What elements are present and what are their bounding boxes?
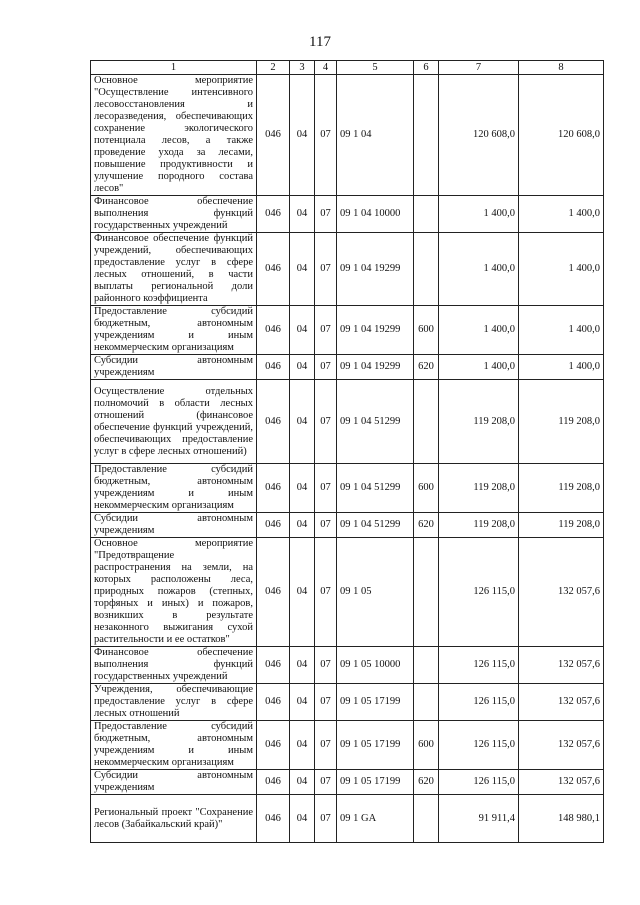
ministry-code-cell: 046 — [257, 795, 290, 843]
row-name-cell: Предоставление субсидий бюджетным, автономным учреждениям и иным некоммерческим организациям — [91, 306, 257, 355]
section-code-cell: 04 — [290, 75, 315, 196]
ministry-code-cell: 046 — [257, 513, 290, 538]
amount-year-2-cell: 1 400,0 — [519, 196, 604, 233]
subsection-code-cell: 07 — [315, 647, 337, 684]
row-name-cell: Финансовое обеспечение функций учреждений, обеспечивающих предоставление услуг в сфере лесных отношений, в части выплаты региональной доли районного коэффициента — [91, 233, 257, 306]
target-article-cell: 09 1 04 51299 — [337, 380, 414, 464]
amount-year-1-cell: 1 400,0 — [439, 233, 519, 306]
section-code-cell: 04 — [290, 795, 315, 843]
subsection-code-cell: 07 — [315, 233, 337, 306]
expense-type-cell — [414, 196, 439, 233]
section-code-cell: 04 — [290, 355, 315, 380]
amount-year-1-cell: 1 400,0 — [439, 196, 519, 233]
amount-year-2-cell: 132 057,6 — [519, 721, 604, 770]
amount-year-2-cell: 119 208,0 — [519, 513, 604, 538]
amount-year-2-cell: 1 400,0 — [519, 233, 604, 306]
subsection-code-cell: 07 — [315, 306, 337, 355]
expense-type-cell: 620 — [414, 513, 439, 538]
table-row — [91, 75, 604, 196]
subsection-code-cell: 07 — [315, 380, 337, 464]
target-article-cell: 09 1 05 17199 — [337, 684, 414, 721]
subsection-code-cell: 07 — [315, 538, 337, 647]
ministry-code-cell: 046 — [257, 721, 290, 770]
amount-year-2-cell: 148 980,1 — [519, 795, 604, 843]
amount-year-1-cell: 91 911,4 — [439, 795, 519, 843]
section-code-cell: 04 — [290, 538, 315, 647]
column-header: 8 — [519, 61, 604, 75]
target-article-cell: 09 1 04 51299 — [337, 464, 414, 513]
column-header: 4 — [315, 61, 337, 75]
expense-type-cell: 620 — [414, 770, 439, 795]
budget-table — [90, 60, 604, 843]
ministry-code-cell: 046 — [257, 647, 290, 684]
amount-year-2-cell: 119 208,0 — [519, 380, 604, 464]
row-name-cell: Субсидии автономным учреждениям — [91, 355, 257, 380]
table-row — [91, 196, 604, 233]
row-name-cell: Предоставление субсидий бюджетным, автономным учреждениям и иным некоммерческим организациям — [91, 721, 257, 770]
section-code-cell: 04 — [290, 380, 315, 464]
page-number: 117 — [309, 34, 331, 50]
section-code-cell: 04 — [290, 233, 315, 306]
expense-type-cell — [414, 380, 439, 464]
target-article-cell: 09 1 05 10000 — [337, 647, 414, 684]
amount-year-1-cell: 119 208,0 — [439, 380, 519, 464]
ministry-code-cell: 046 — [257, 380, 290, 464]
header-row — [91, 61, 604, 75]
table-row — [91, 464, 604, 513]
table-row — [91, 306, 604, 355]
row-name-cell: Основное мероприятие "Осуществление интенсивного лесовосстановления и лесоразведения, обеспечивающих сохранение экологического потенциала лесов, а также проведение ухода за лесами, повышение продуктивности и улучшение породного состава лесов" — [91, 75, 257, 196]
expense-type-cell: 620 — [414, 355, 439, 380]
table-row — [91, 355, 604, 380]
column-header: 3 — [290, 61, 315, 75]
expense-type-cell — [414, 647, 439, 684]
target-article-cell: 09 1 05 17199 — [337, 721, 414, 770]
subsection-code-cell: 07 — [315, 513, 337, 538]
column-header: 6 — [414, 61, 439, 75]
row-name-cell: Субсидии автономным учреждениям — [91, 513, 257, 538]
subsection-code-cell: 07 — [315, 721, 337, 770]
row-name-cell: Учреждения, обеспечивающие предоставление услуг в сфере лесных отношений — [91, 684, 257, 721]
ministry-code-cell: 046 — [257, 196, 290, 233]
row-name-cell: Субсидии автономным учреждениям — [91, 770, 257, 795]
expense-type-cell — [414, 538, 439, 647]
subsection-code-cell: 07 — [315, 684, 337, 721]
row-name-cell: Предоставление субсидий бюджетным, автономным учреждениям и иным некоммерческим организациям — [91, 464, 257, 513]
table-row — [91, 721, 604, 770]
expense-type-cell — [414, 684, 439, 721]
table-row — [91, 538, 604, 647]
amount-year-1-cell: 1 400,0 — [439, 355, 519, 380]
column-header: 2 — [257, 61, 290, 75]
amount-year-1-cell: 126 115,0 — [439, 538, 519, 647]
row-name-cell: Осуществление отдельных полномочий в области лесных отношений (финансовое обеспечение функций учреждений, обеспечивающих предоставление услуг в сфере лесных отношений) — [91, 380, 257, 464]
expense-type-cell — [414, 233, 439, 306]
target-article-cell: 09 1 04 19299 — [337, 306, 414, 355]
section-code-cell: 04 — [290, 647, 315, 684]
target-article-cell: 09 1 05 — [337, 538, 414, 647]
row-name-cell: Финансовое обеспечение выполнения функций государственных учреждений — [91, 647, 257, 684]
amount-year-1-cell: 126 115,0 — [439, 721, 519, 770]
subsection-code-cell: 07 — [315, 196, 337, 233]
expense-type-cell — [414, 795, 439, 843]
subsection-code-cell: 07 — [315, 770, 337, 795]
target-article-cell: 09 1 04 10000 — [337, 196, 414, 233]
table-row — [91, 770, 604, 795]
table-row — [91, 513, 604, 538]
column-header: 1 — [91, 61, 257, 75]
target-article-cell: 09 1 04 19299 — [337, 355, 414, 380]
amount-year-2-cell: 119 208,0 — [519, 464, 604, 513]
row-name-cell: Основное мероприятие "Предотвращение распространения на земли, на которых расположены леса, природных пожаров (степных, торфяных и иных) и пожаров, возникших в результате незаконного выжигания сухой растительности и ее остатков" — [91, 538, 257, 647]
amount-year-1-cell: 126 115,0 — [439, 770, 519, 795]
row-name-cell: Региональный проект "Сохранение лесов (Забайкальский край)" — [91, 795, 257, 843]
amount-year-2-cell: 132 057,6 — [519, 770, 604, 795]
section-code-cell: 04 — [290, 721, 315, 770]
target-article-cell: 09 1 GA — [337, 795, 414, 843]
expense-type-cell: 600 — [414, 306, 439, 355]
column-header: 7 — [439, 61, 519, 75]
amount-year-1-cell: 1 400,0 — [439, 306, 519, 355]
target-article-cell: 09 1 04 — [337, 75, 414, 196]
subsection-code-cell: 07 — [315, 795, 337, 843]
amount-year-1-cell: 119 208,0 — [439, 464, 519, 513]
table-row — [91, 684, 604, 721]
ministry-code-cell: 046 — [257, 538, 290, 647]
section-code-cell: 04 — [290, 684, 315, 721]
expense-type-cell: 600 — [414, 464, 439, 513]
amount-year-2-cell: 132 057,6 — [519, 684, 604, 721]
ministry-code-cell: 046 — [257, 684, 290, 721]
ministry-code-cell: 046 — [257, 306, 290, 355]
ministry-code-cell: 046 — [257, 233, 290, 306]
amount-year-2-cell: 132 057,6 — [519, 538, 604, 647]
column-header: 5 — [337, 61, 414, 75]
target-article-cell: 09 1 04 19299 — [337, 233, 414, 306]
section-code-cell: 04 — [290, 464, 315, 513]
table-row — [91, 380, 604, 464]
amount-year-2-cell: 1 400,0 — [519, 355, 604, 380]
amount-year-1-cell: 119 208,0 — [439, 513, 519, 538]
table-row — [91, 233, 604, 306]
section-code-cell: 04 — [290, 196, 315, 233]
subsection-code-cell: 07 — [315, 355, 337, 380]
amount-year-2-cell: 132 057,6 — [519, 647, 604, 684]
amount-year-2-cell: 120 608,0 — [519, 75, 604, 196]
table-row — [91, 795, 604, 843]
amount-year-2-cell: 1 400,0 — [519, 306, 604, 355]
subsection-code-cell: 07 — [315, 75, 337, 196]
amount-year-1-cell: 126 115,0 — [439, 684, 519, 721]
target-article-cell: 09 1 05 17199 — [337, 770, 414, 795]
expense-type-cell: 600 — [414, 721, 439, 770]
section-code-cell: 04 — [290, 306, 315, 355]
section-code-cell: 04 — [290, 513, 315, 538]
expense-type-cell — [414, 75, 439, 196]
amount-year-1-cell: 120 608,0 — [439, 75, 519, 196]
ministry-code-cell: 046 — [257, 75, 290, 196]
ministry-code-cell: 046 — [257, 355, 290, 380]
target-article-cell: 09 1 04 51299 — [337, 513, 414, 538]
row-name-cell: Финансовое обеспечение выполнения функций государственных учреждений — [91, 196, 257, 233]
table-row — [91, 647, 604, 684]
ministry-code-cell: 046 — [257, 770, 290, 795]
subsection-code-cell: 07 — [315, 464, 337, 513]
amount-year-1-cell: 126 115,0 — [439, 647, 519, 684]
section-code-cell: 04 — [290, 770, 315, 795]
ministry-code-cell: 046 — [257, 464, 290, 513]
